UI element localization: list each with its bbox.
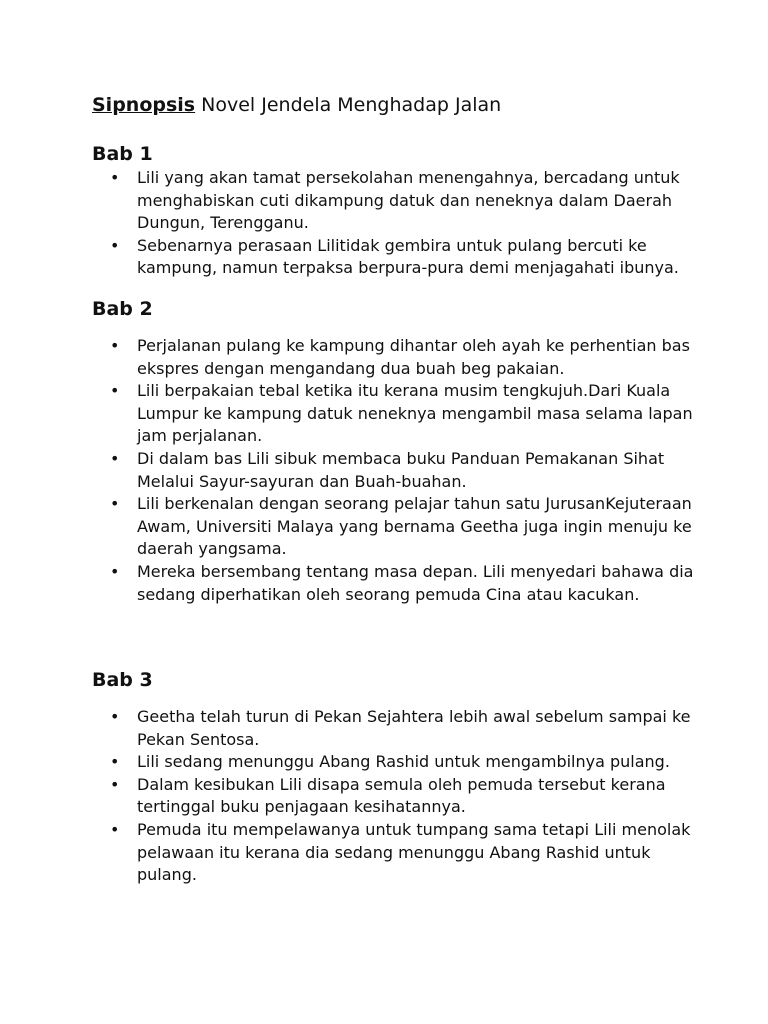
list-item-text: Sebenarnya perasaan Lilitidak gembira untuk pulang bercuti ke kampung, namun terpaksa berpura-pura demi menjagahati ibunya. [137, 235, 679, 278]
bab2-heading: Bab 2 [92, 298, 153, 320]
bullet-icon: • [110, 707, 120, 726]
list-item-text: Perjalanan pulang ke kampung dihantar oleh ayah ke perhentian bas ekspres dengan mengandang dua buah beg pakaian. [137, 336, 690, 378]
list-item-text: Pemuda itu mempelawanya untuk tumpang sama tetapi Lili menolak pelawaan itu kerana dia sedang menunggu Abang Rashid untuk pulang. [137, 819, 691, 885]
bullet-icon: • [110, 235, 120, 255]
list-item [110, 493, 710, 561]
document-title [92, 92, 501, 118]
list-item [110, 167, 710, 235]
bab1-list [110, 167, 710, 280]
list-item-text: Lili yang akan tamat persekolahan menengahnya, bercadang untuk menghabiskan cuti dikampung datuk dan neneknya dalam Daerah Dungun, Terengganu. [137, 168, 680, 233]
list-item-text: Di dalam bas Lili sibuk membaca buku Panduan Pemakanan Sihat Melalui Sayur-sayuran dan Buah-buahan. [137, 448, 665, 491]
bullet-icon: • [110, 752, 120, 772]
list-item-text: Mereka bersembang tentang masa depan. Lili menyedari bahawa dia sedang diperhatikan oleh seorang pemuda Cina atau kacukan. [137, 561, 694, 604]
list-item [110, 561, 710, 606]
bullet-icon: • [110, 494, 120, 514]
list-item [110, 235, 710, 280]
bullet-icon: • [110, 561, 120, 581]
list-item [110, 448, 710, 493]
title-bold-word: Sipnopsis [92, 94, 196, 116]
list-item [110, 706, 710, 751]
list-item [110, 774, 710, 819]
bullet-icon: • [110, 819, 120, 839]
bab3-list [110, 706, 710, 887]
list-item-text: Lili sedang menunggu Abang Rashid untuk mengambilnya pulang. [137, 752, 670, 772]
list-item-text: Dalam kesibukan Lili disapa semula oleh pemuda tersebut kerana tertinggal buku penjagaan kesihatannya. [137, 774, 666, 817]
list-item-text: Lili berkenalan dengan seorang pelajar tahun satu JurusanKejuteraan Awam, Universiti Malaya yang bernama Geetha juga ingin menuju ke daerah yangsama. [137, 494, 692, 559]
list-item [110, 335, 710, 380]
title-rest: Novel Jendela Menghadap Jalan [201, 94, 502, 116]
bab3-heading: Bab 3 [92, 669, 153, 691]
list-item [110, 380, 710, 448]
bab2-list [110, 335, 710, 606]
bullet-icon: • [110, 168, 120, 187]
bullet-icon: • [110, 336, 120, 355]
bullet-icon: • [110, 448, 120, 468]
bab1-heading: Bab 1 [92, 143, 153, 165]
list-item [110, 819, 710, 887]
bullet-icon: • [110, 774, 120, 794]
list-item [110, 751, 710, 774]
list-item-text: Lili berpakaian tebal ketika itu kerana musim tengkujuh.Dari Kuala Lumpur ke kampung datuk neneknya mengambil masa selama lapan jam perjalanan. [137, 381, 693, 446]
list-item-text: Geetha telah turun di Pekan Sejahtera lebih awal sebelum sampai ke Pekan Sentosa. [137, 707, 691, 749]
bullet-icon: • [110, 381, 120, 401]
